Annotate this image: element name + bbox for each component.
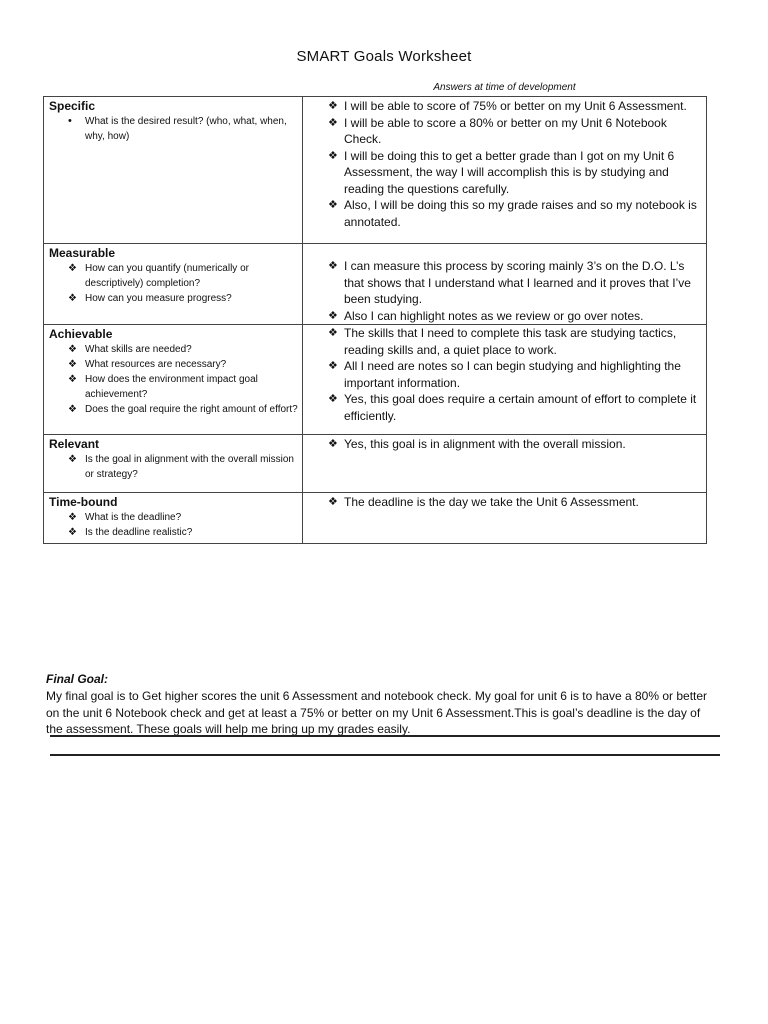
- final-goal-section: [46, 670, 720, 738]
- answer-cell: [303, 435, 707, 493]
- question-text: What skills are needed?: [85, 344, 192, 355]
- answer-text: I will be able to score of 75% or better on my Unit 6 Assessment.: [344, 99, 687, 113]
- question-cell: [44, 244, 303, 325]
- diamond-bullet-icon: ❖: [68, 454, 77, 465]
- question-text: How does the environment impact goal achievement?: [85, 374, 258, 400]
- diamond-bullet-icon: ❖: [328, 100, 338, 112]
- question-list: [44, 261, 302, 306]
- question-list: [44, 510, 302, 540]
- final-goal-text: My final goal is to Get higher scores the unit 6 Assessment and notebook check. My goal for unit 6 is to have a 80% or better on the unit 6 Notebook check and get at least a 75% or better on my Unit 6 Assessment.This is goal’s deadline is the day of the assessment. These goals will help me bring up my grades easily.: [46, 689, 708, 736]
- answer-list: [303, 494, 706, 511]
- list-item: [44, 372, 302, 402]
- diamond-bullet-icon: ❖: [68, 293, 77, 304]
- page-title: SMART Goals Worksheet: [296, 48, 472, 65]
- question-cell: [44, 435, 303, 493]
- question-text: What is the deadline?: [85, 512, 182, 523]
- list-item: [44, 525, 302, 540]
- answer-list: [303, 325, 706, 424]
- answers-column-caption: Answers at time of development: [433, 82, 576, 93]
- list-item: [303, 98, 706, 115]
- final-goal-label-colon: :: [104, 672, 109, 686]
- list-item: [44, 452, 302, 482]
- question-text: Is the deadline realistic?: [85, 527, 193, 538]
- question-list: [44, 342, 302, 417]
- question-cell: [44, 493, 303, 544]
- answer-list: [303, 258, 706, 324]
- list-item: [303, 308, 706, 325]
- diamond-bullet-icon: ❖: [68, 263, 77, 274]
- answer-line: [50, 735, 720, 737]
- table-row: [44, 325, 707, 435]
- question-text: What resources are necessary?: [85, 359, 227, 370]
- diamond-bullet-icon: ❖: [328, 116, 338, 129]
- diamond-bullet-icon: ❖: [68, 344, 77, 355]
- table-row: [44, 244, 707, 325]
- answer-text: The deadline is the day we take the Unit 6 Assessment.: [344, 495, 639, 509]
- category-label: Measurable: [49, 246, 116, 260]
- diamond-bullet-icon: ❖: [328, 393, 338, 405]
- answer-text: I will be able to score a 80% or better on my Unit 6 Notebook Check.: [344, 115, 667, 146]
- question-text: Does the goal require the right amount of effort?: [85, 404, 298, 415]
- question-text: What is the desired result? (who, what, when, why, how): [85, 116, 287, 142]
- diamond-bullet-icon: ❖: [68, 374, 77, 385]
- list-item: [44, 402, 302, 417]
- answer-text: I can measure this process by scoring mainly 3’s on the D.O. L’s that shows that I understand what I learned and it proves that I’ve been studying.: [344, 259, 691, 306]
- table-row: [44, 97, 707, 244]
- answer-cell: [303, 493, 707, 544]
- question-cell: [44, 325, 303, 435]
- list-item: [44, 261, 302, 291]
- category-label: Specific: [49, 99, 96, 113]
- diamond-bullet-icon: ❖: [328, 438, 338, 450]
- question-list: [44, 114, 302, 144]
- answer-text: All I need are notes so I can begin studying and highlighting the important information.: [344, 359, 681, 390]
- list-item: [44, 357, 302, 372]
- diamond-bullet-icon: ❖: [328, 199, 338, 211]
- list-item: [303, 325, 706, 358]
- answer-text: Yes, this goal is in alignment with the overall mission.: [344, 437, 626, 451]
- diamond-bullet-icon: ❖: [68, 527, 77, 538]
- answer-list: [303, 98, 706, 230]
- answer-text: Also I can highlight notes as we review or go over notes.: [344, 308, 644, 323]
- final-goal-label: Final Goal: [46, 672, 105, 686]
- answer-cell: [303, 325, 707, 435]
- answer-cell: [303, 97, 707, 244]
- category-label: Achievable: [49, 327, 113, 341]
- diamond-bullet-icon: ❖: [328, 149, 338, 162]
- diamond-bullet-icon: ❖: [328, 496, 338, 508]
- list-item: [303, 258, 706, 308]
- list-item: [44, 510, 302, 525]
- diamond-bullet-icon: ❖: [328, 327, 338, 339]
- answer-text: Also, I will be doing this so my grade raises and so my notebook is annotated.: [344, 198, 697, 229]
- diamond-bullet-icon: ❖: [328, 260, 338, 272]
- bullet-dot-icon: •: [68, 115, 72, 127]
- diamond-bullet-icon: ❖: [68, 359, 77, 370]
- question-text: How can you quantify (numerically or descriptively) completion?: [85, 263, 249, 289]
- list-item: [303, 148, 706, 198]
- list-item: [303, 494, 706, 511]
- category-label: Time-bound: [49, 495, 118, 509]
- question-text: Is the goal in alignment with the overall mission or strategy?: [85, 454, 294, 480]
- answer-text: The skills that I need to complete this task are studying tactics, reading skills and, a quiet place to work.: [344, 326, 677, 357]
- question-list: [44, 452, 302, 482]
- table-row: [44, 493, 707, 544]
- answer-line: [50, 754, 720, 756]
- question-text: How can you measure progress?: [85, 293, 232, 304]
- diamond-bullet-icon: ❖: [328, 309, 338, 322]
- smart-goals-table: [43, 96, 707, 544]
- question-cell: [44, 97, 303, 244]
- answer-text: Yes, this goal does require a certain amount of effort to complete it efficiently.: [344, 392, 697, 423]
- list-item: [303, 436, 706, 453]
- list-item: [303, 358, 706, 391]
- diamond-bullet-icon: ❖: [68, 512, 77, 523]
- list-item: [303, 391, 706, 424]
- diamond-bullet-icon: ❖: [68, 404, 77, 415]
- answer-cell: [303, 244, 707, 325]
- list-item: [44, 114, 302, 144]
- diamond-bullet-icon: ❖: [328, 360, 338, 372]
- category-label: Relevant: [49, 437, 100, 451]
- list-item: [44, 291, 302, 306]
- answer-text: I will be doing this to get a better grade than I got on my Unit 6 Assessment, the way I will accomplish this is by studying and reading the questions carefully.: [344, 148, 675, 196]
- list-item: [303, 115, 706, 148]
- table-row: [44, 435, 707, 493]
- list-item: [44, 342, 302, 357]
- answer-list: [303, 436, 706, 453]
- list-item: [303, 197, 706, 230]
- final-goal-heading: [46, 670, 720, 688]
